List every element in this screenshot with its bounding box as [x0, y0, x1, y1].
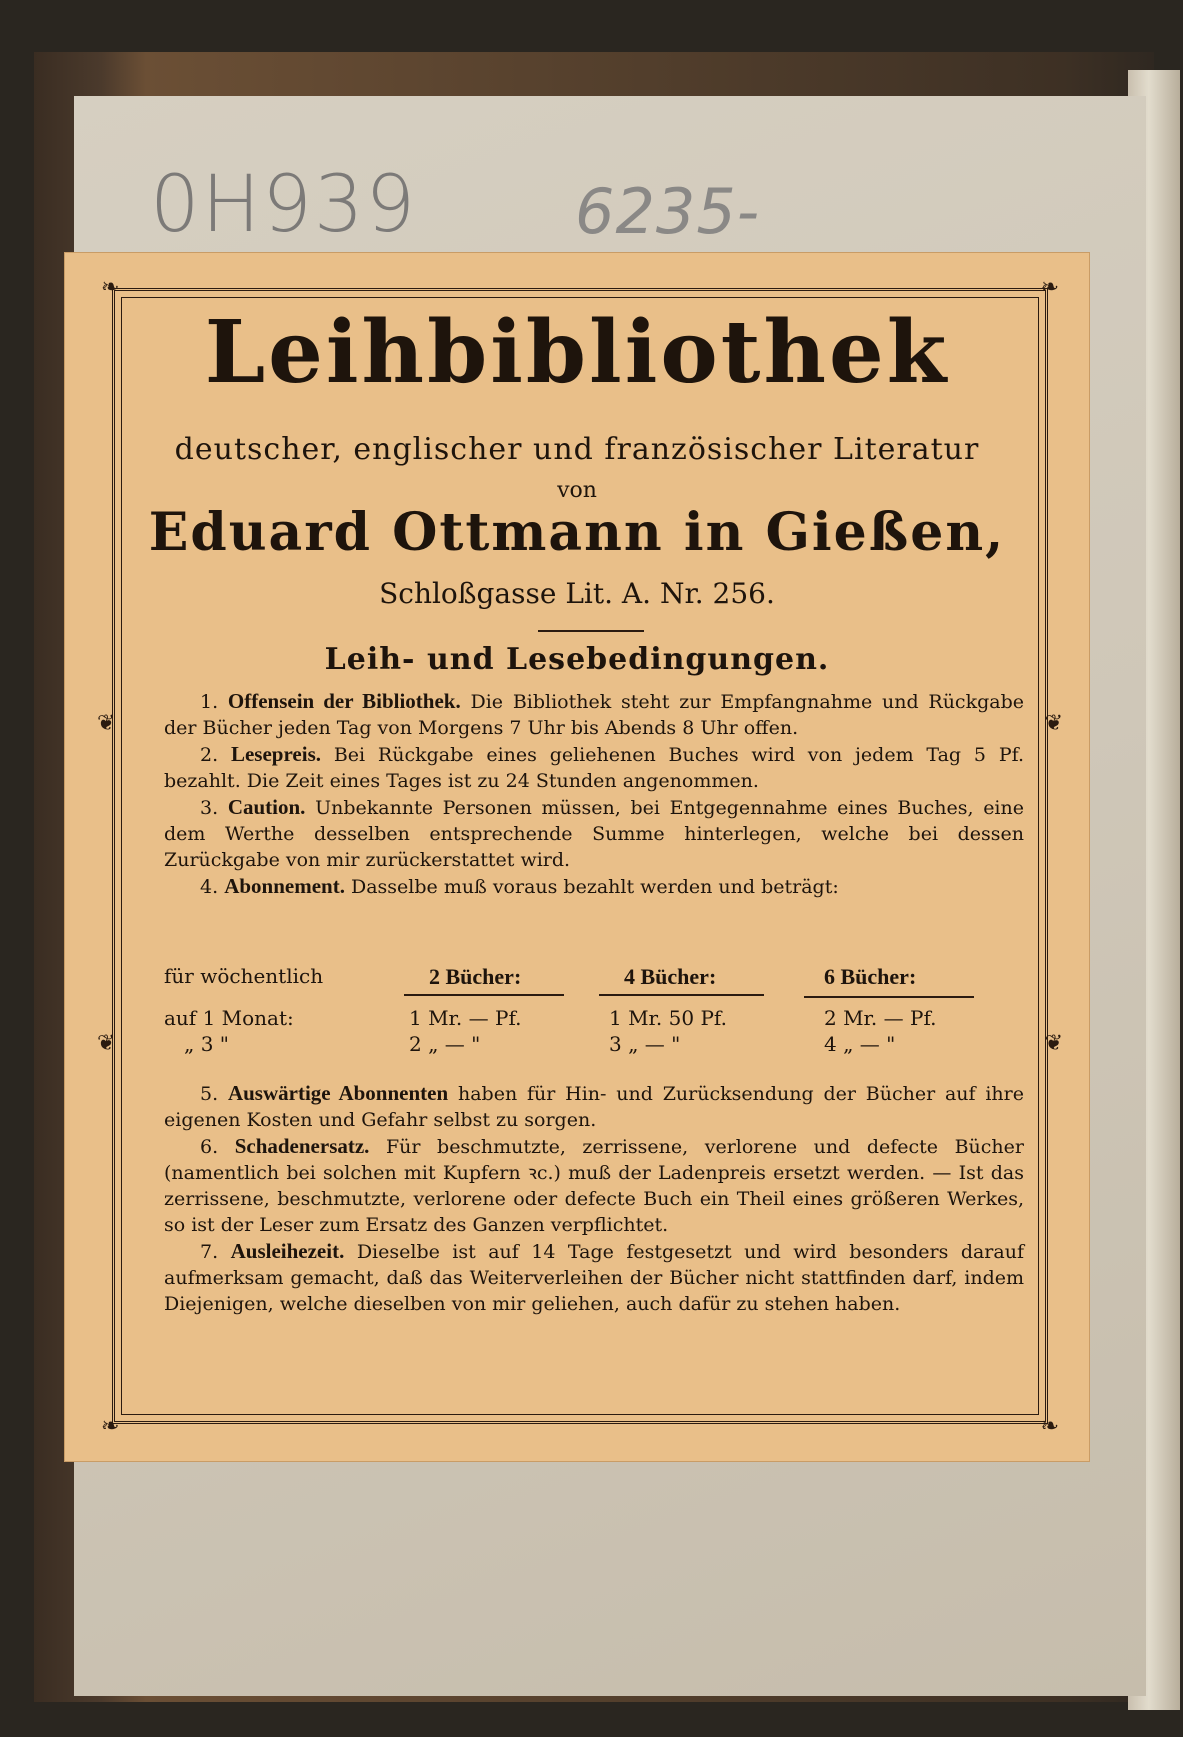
- header-swash: [599, 994, 764, 996]
- header-swash: [804, 996, 974, 998]
- rule-item: [164, 741, 1024, 794]
- table-cell: 1 Mr. — Pf.: [409, 1006, 522, 1030]
- corner-ornament-icon: ❧: [101, 1414, 120, 1439]
- rule-text: Bei Rückgabe eines geliehenen Buches wird von jedem Tag 5 Pf. bezahlt. Die Zeit eines Tages ist zu 24 Stunden angenommen.: [164, 744, 1024, 792]
- column-header: 4 Bücher:: [624, 964, 717, 989]
- table-cell: 2 „ — ": [409, 1032, 481, 1056]
- rule-title: Caution.: [227, 795, 306, 819]
- side-ornament-icon: ❦: [1044, 711, 1063, 736]
- label-title: Leihbibliothek: [204, 302, 950, 403]
- library-label: [64, 252, 1090, 1462]
- rule-title: Lesepreis.: [230, 742, 321, 766]
- rule-title: Abonnement.: [224, 874, 345, 898]
- table-cell: 4 „ — ": [824, 1032, 896, 1056]
- divider: [538, 630, 644, 632]
- rule-number: 1.: [200, 691, 219, 713]
- rule-number: 4.: [200, 876, 219, 898]
- rule-title: Auswärtige Abonnenten: [227, 1081, 449, 1105]
- rule-number: 7.: [200, 1241, 219, 1263]
- label-address: Schloßgasse Lit. A. Nr. 256.: [379, 577, 775, 610]
- column-header: 6 Bücher:: [824, 964, 917, 989]
- side-ornament-icon: ❦: [97, 711, 116, 736]
- rule-number: 5.: [200, 1083, 219, 1105]
- label-subtitle: deutscher, englischer und französischer Literatur: [174, 432, 980, 467]
- rule-item: [164, 688, 1024, 741]
- shelfmark-secondary: 6235-: [575, 175, 761, 248]
- label-by: von: [557, 478, 597, 503]
- rule-item: [164, 794, 1024, 873]
- rule-text: Unbekannte Personen müssen, bei Entgegennahme eines Buches, eine dem Werthe desselben entsprechende Summe hinterlegen, welche bei dessen Zurückgabe von mir zurückerstattet wird.: [164, 797, 1024, 871]
- rules-list-continued: [164, 1080, 1024, 1317]
- rule-text: Dasselbe muß voraus bezahlt werden und beträgt:: [351, 876, 839, 898]
- row-label: „ 3 ": [184, 1032, 229, 1056]
- table-cell: 2 Mr. — Pf.: [824, 1006, 937, 1030]
- rule-title: Schadenersatz.: [234, 1134, 370, 1158]
- rules-list: [164, 688, 1024, 900]
- table-cell: 1 Mr. 50 Pf.: [609, 1006, 727, 1030]
- rule-text: Für beschmutzte, zerrissene, verlorene und defecte Bücher (namentlich bei solchen mit Kupfern ꝛc.) muß der Ladenpreis ersetzt werden. — Ist das zerrissene, beschmutzte, verlorene oder defecte Buch ein Theil eines größeren Werkes, so ist der Leser zum Ersatz des Ganzen verpflichtet.: [164, 1136, 1024, 1236]
- table-cell: 3 „ — ": [609, 1032, 681, 1056]
- rule-number: 6.: [200, 1136, 219, 1158]
- rule-text: Dieselbe ist auf 14 Tage festgesetzt und wird besonders darauf aufmerksam gemacht, daß das Weiterverleihen der Bücher nicht stattfinden darf, indem Diejenigen, welche dieselben von mir geliehen, auch dafür zu stehen haben.: [164, 1241, 1024, 1315]
- rule-text: haben für Hin- und Zurücksendung der Bücher auf ihre eigenen Kosten und Gefahr selbst zu sorgen.: [164, 1083, 1024, 1131]
- rule-item: [164, 1238, 1024, 1317]
- rule-item: [164, 873, 1024, 900]
- rule-title: Ausleihezeit.: [230, 1239, 345, 1263]
- side-ornament-icon: ❦: [1044, 1031, 1063, 1056]
- label-owner: Eduard Ottmann in Gießen,: [148, 502, 1006, 563]
- rule-number: 3.: [200, 797, 219, 819]
- rule-number: 2.: [200, 744, 219, 766]
- shelfmark-primary: 0H939: [150, 160, 418, 250]
- corner-ornament-icon: ❧: [101, 275, 120, 300]
- rule-text: Die Bibliothek steht zur Empfangnahme und Rückgabe der Bücher jeden Tag von Morgens 7 Uhr bis Abends 8 Uhr offen.: [164, 691, 1024, 739]
- corner-ornament-icon: ❧: [1040, 275, 1059, 300]
- corner-ornament-icon: ❧: [1040, 1414, 1059, 1439]
- conditions-heading: Leih- und Lesebedingungen.: [324, 642, 830, 677]
- rule-item: [164, 1080, 1024, 1133]
- row-label: auf 1 Monat:: [164, 1006, 294, 1030]
- column-header: 2 Bücher:: [429, 964, 522, 989]
- side-ornament-icon: ❦: [97, 1031, 116, 1056]
- rule-title: Offensein der Bibliothek.: [227, 689, 461, 713]
- header-swash: [404, 994, 564, 996]
- rule-item: [164, 1133, 1024, 1238]
- row-label: für wöchentlich: [164, 964, 324, 988]
